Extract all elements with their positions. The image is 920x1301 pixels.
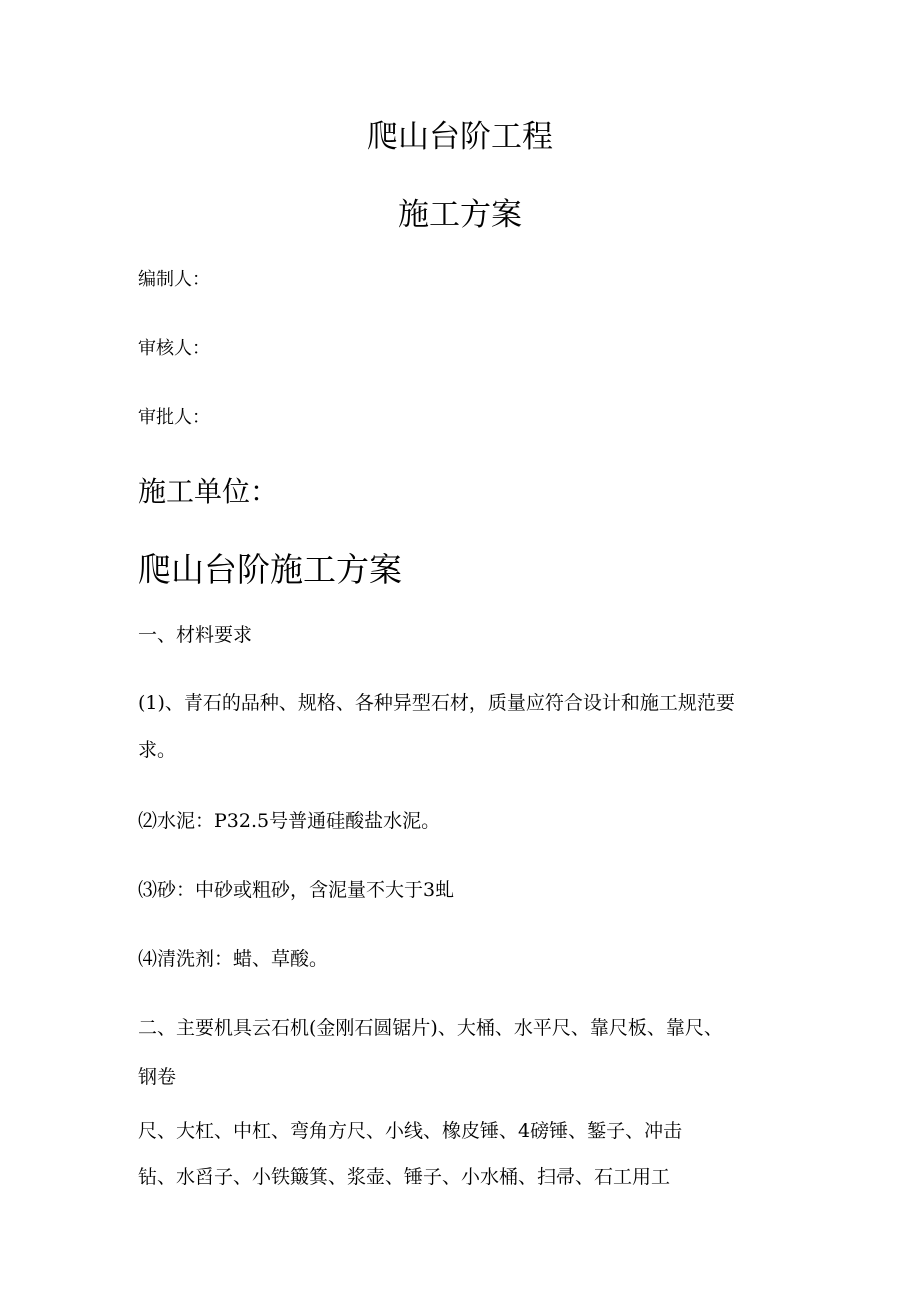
tools-line-4: 钻、水舀子、小铁簸箕、浆壶、锤子、小水桶、扫帚、石工用工	[138, 1166, 671, 1188]
approver-field: 审批人：	[138, 407, 210, 428]
section-document-title: 爬山台阶施工方案	[138, 550, 402, 589]
material-item-4: ⑷清洗剂：蜡、草酸。	[138, 948, 329, 970]
material-item-3: ⑶砂：中砂或粗砂，含泥量不大于3虬	[138, 879, 455, 901]
tools-line-3: 尺、大杠、中杠、弯角方尺、小线、橡皮锤、4磅锤、錾子、冲击	[138, 1120, 683, 1142]
document-subtitle: 施工方案	[398, 197, 522, 233]
material-item-2: ⑵水泥：P32.5号普通硅酸盐水泥。	[138, 810, 441, 832]
material-item-1-line-1: (1)、青石的品种、规格、各种异型石材，质量应符合设计和施工规范要	[138, 692, 735, 714]
material-requirements-heading: 一、材料要求	[138, 624, 253, 646]
construction-unit-field: 施工单位：	[138, 475, 279, 508]
compiler-field: 编制人：	[138, 269, 210, 290]
tools-line-1: 二、主要机具云石机(金刚石圆锯片)、大桶、水平尺、靠尺板、靠尺、	[138, 1017, 723, 1039]
tools-line-2: 钢卷	[138, 1066, 177, 1088]
document-main-title: 爬山台阶工程	[367, 119, 553, 155]
material-item-1-line-2: 求。	[138, 739, 177, 761]
reviewer-field: 审核人：	[138, 338, 210, 359]
